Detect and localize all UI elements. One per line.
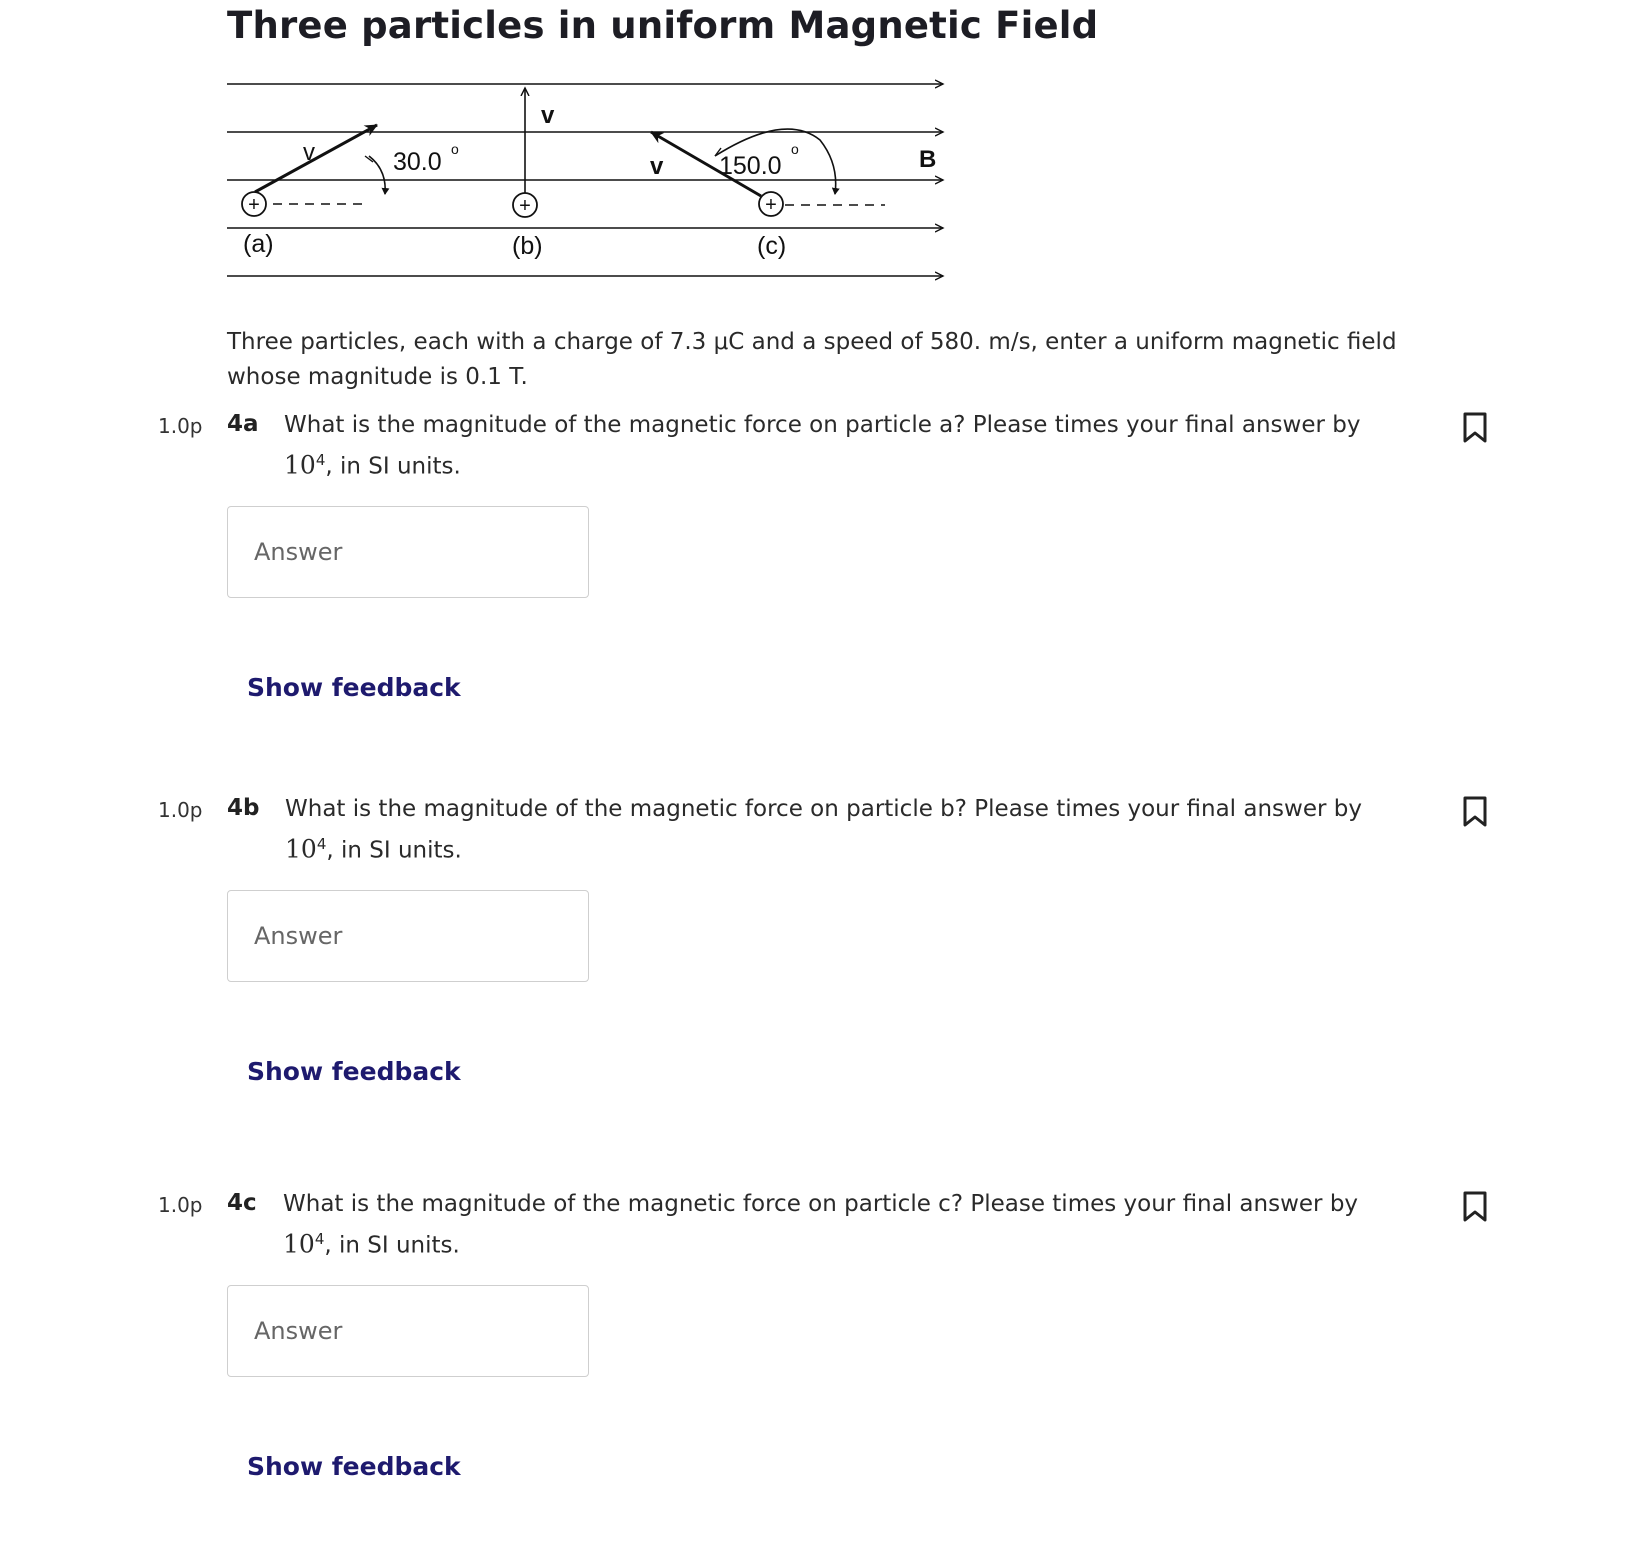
answer-input[interactable] — [227, 890, 589, 982]
power-base: 10 — [284, 450, 316, 480]
degree-mark-c: o — [791, 141, 799, 157]
question-points: 1.0p — [158, 414, 203, 438]
bookmark-icon[interactable] — [1462, 796, 1488, 828]
question-text — [285, 792, 1415, 869]
question-number: 4c — [227, 1190, 257, 1216]
charge-symbol: + — [765, 194, 777, 216]
question-text-after: , in SI units. — [325, 453, 461, 480]
angle-label-c: 150.0 — [719, 152, 782, 180]
velocity-label-a: v — [303, 139, 315, 166]
angle-label-a: 30.0 — [393, 148, 442, 176]
answer-input[interactable] — [227, 1285, 589, 1377]
velocity-label-c: v — [650, 153, 664, 180]
question-number: 4a — [227, 411, 259, 437]
question-text-before: What is the magnitude of the magnetic force on particle a? Please times your final answer by — [284, 412, 1361, 438]
bookmark-icon[interactable] — [1462, 1191, 1488, 1223]
question-points: 1.0p — [158, 798, 203, 822]
charge-symbol: + — [248, 194, 260, 216]
power-base: 10 — [285, 834, 317, 864]
particle-b — [512, 88, 555, 260]
field-label-b: B — [919, 146, 937, 173]
problem-intro: Three particles, each with a charge of 7.3 μC and a speed of 580. m/s, enter a uniform magnetic field whose magnitude is 0.1 T. — [227, 329, 1397, 390]
power-exponent: 4 — [315, 451, 326, 469]
label-a: (a) — [243, 230, 274, 258]
show-feedback-link[interactable]: Show feedback — [247, 673, 461, 702]
question-text — [284, 408, 1414, 485]
velocity-label-b: v — [541, 102, 555, 129]
page-title: Three particles in uniform Magnetic Field — [227, 4, 1099, 47]
question-text — [283, 1187, 1413, 1264]
answer-input[interactable] — [227, 506, 589, 598]
question-text-after: , in SI units. — [326, 837, 462, 864]
label-c: (c) — [757, 232, 787, 260]
power-exponent: 4 — [316, 835, 327, 853]
power-exponent: 4 — [314, 1230, 325, 1248]
question-points: 1.0p — [158, 1193, 203, 1217]
degree-mark-a: o — [451, 141, 459, 157]
question-text-after: , in SI units. — [324, 1232, 460, 1259]
show-feedback-link[interactable]: Show feedback — [247, 1057, 461, 1086]
question-text-before: What is the magnitude of the magnetic force on particle b? Please times your final answer by — [285, 796, 1362, 822]
particle-c — [650, 129, 885, 260]
question-text-before: What is the magnitude of the magnetic force on particle c? Please times your final answer by — [283, 1191, 1359, 1217]
bookmark-icon[interactable] — [1462, 412, 1488, 444]
figure-svg — [225, 72, 945, 287]
power-base: 10 — [283, 1229, 315, 1259]
question-number: 4b — [227, 795, 260, 821]
show-feedback-link[interactable]: Show feedback — [247, 1452, 461, 1481]
particle-a — [242, 125, 459, 258]
label-b: (b) — [512, 232, 543, 260]
charge-symbol: + — [519, 195, 531, 217]
magnetic-field-figure — [225, 72, 945, 291]
